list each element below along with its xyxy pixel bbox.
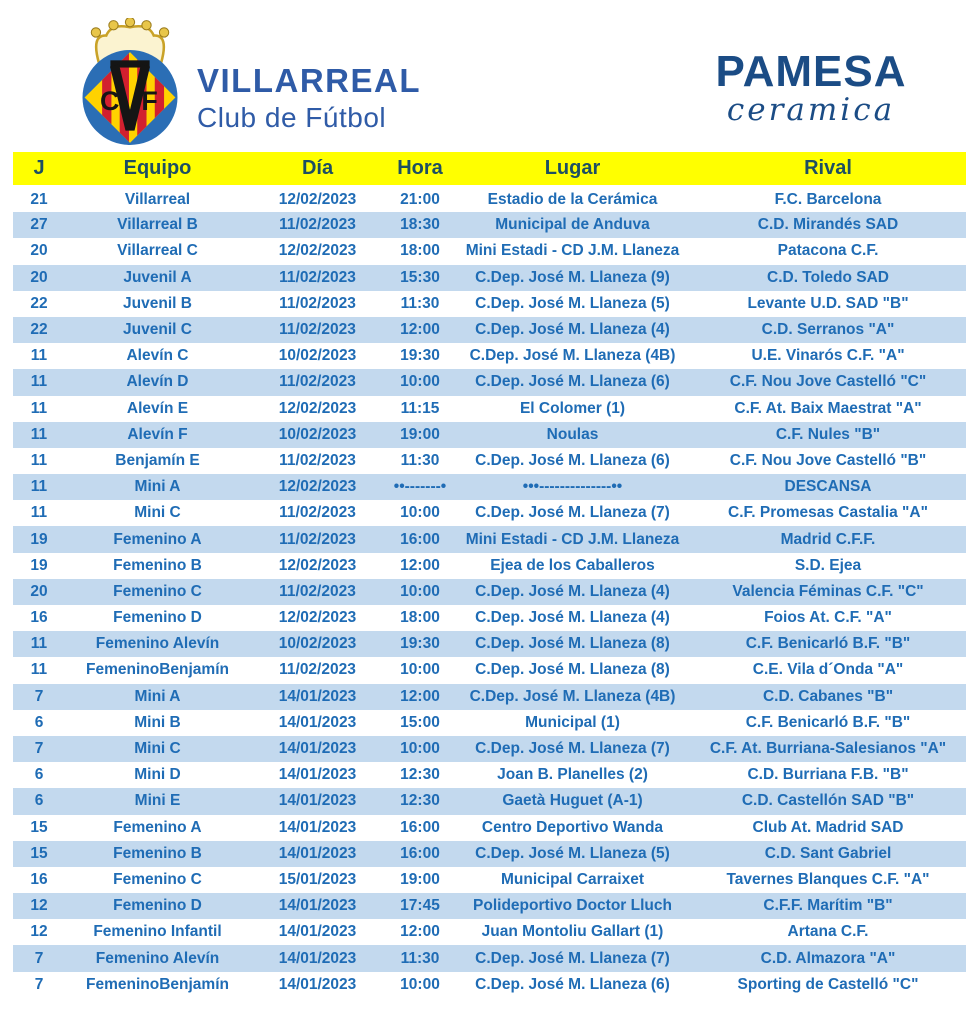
cell-team: Femenino A — [113, 530, 202, 548]
fixture-row — [13, 762, 966, 788]
cell-date: 10/02/2023 — [278, 635, 357, 653]
cell-venue: Centro Deportivo Wanda — [481, 818, 664, 836]
cell-opponent: C.F. Nules "B" — [775, 425, 881, 443]
cell-date: 12/02/2023 — [278, 399, 357, 417]
cell-time: 16:00 — [400, 818, 440, 836]
cell-time: ••-------• — [393, 478, 447, 496]
cell-matchday: 11 — [30, 661, 48, 679]
cell-team: Villarreal — [124, 190, 191, 208]
column-header-j: J — [13, 152, 65, 186]
cell-venue: El Colomer (1) — [519, 399, 626, 417]
cell-time: 11:30 — [400, 949, 440, 967]
pamesa-logo — [688, 47, 934, 128]
cell-venue: C.Dep. José M. Llaneza (6) — [475, 373, 670, 391]
cell-time: 16:00 — [400, 844, 440, 862]
cell-opponent: Club At. Madrid SAD — [752, 818, 904, 836]
cell-time: 10:00 — [400, 740, 440, 758]
fixtures-table-header — [13, 152, 966, 186]
cell-venue: Municipal (1) — [525, 713, 620, 731]
cell-team: Juvenil C — [123, 321, 192, 339]
cell-opponent: C.D. Burriana F.B. "B" — [747, 766, 909, 784]
cell-matchday: 27 — [30, 216, 48, 234]
fixture-row — [13, 893, 966, 919]
cell-matchday: 20 — [30, 268, 48, 286]
cell-matchday: 6 — [34, 713, 44, 731]
cell-team: Alevín F — [127, 425, 188, 443]
cell-venue: Polideportivo Doctor Lluch — [473, 897, 672, 915]
cell-team: Benjamín E — [115, 451, 200, 469]
cell-opponent: C.D. Castellón SAD "B" — [741, 792, 915, 810]
cell-time: 10:00 — [400, 504, 440, 522]
fixture-row — [13, 553, 966, 579]
fixture-row — [13, 788, 966, 814]
cell-matchday: 19 — [30, 556, 48, 574]
cell-venue: C.Dep. José M. Llaneza (4B) — [469, 347, 676, 365]
fixture-row — [13, 369, 966, 395]
fixture-row — [13, 291, 966, 317]
cell-opponent: C.D. Sant Gabriel — [764, 844, 892, 862]
cell-team: Femenino C — [113, 870, 202, 888]
cell-date: 11/02/2023 — [279, 582, 356, 600]
cell-time: 19:30 — [400, 635, 440, 653]
cell-team: FemeninoBenjamín — [86, 661, 229, 679]
fixture-row — [13, 474, 966, 500]
cell-date: 14/01/2023 — [278, 818, 357, 836]
cell-matchday: 7 — [34, 949, 44, 967]
cell-date: 14/01/2023 — [278, 713, 357, 731]
cell-date: 11/02/2023 — [279, 451, 356, 469]
fixture-row — [13, 526, 966, 552]
cell-matchday: 20 — [30, 242, 48, 260]
cell-venue: C.Dep. José M. Llaneza (7) — [475, 949, 670, 967]
cell-date: 15/01/2023 — [278, 870, 357, 888]
cell-matchday: 11 — [30, 635, 48, 653]
cell-opponent: C.F. At. Burriana-Salesianos "A" — [709, 740, 947, 758]
cell-opponent: Levante U.D. SAD "B" — [747, 294, 909, 312]
cell-matchday: 6 — [34, 766, 44, 784]
cell-date: 12/02/2023 — [278, 242, 357, 260]
cell-time: 21:00 — [400, 190, 440, 208]
cell-date: 11/02/2023 — [279, 661, 356, 679]
fixture-row — [13, 684, 966, 710]
cell-time: 17:45 — [400, 897, 440, 915]
fixture-row — [13, 631, 966, 657]
fixture-row — [13, 841, 966, 867]
cell-opponent: C.F. Promesas Castalia "A" — [728, 504, 928, 522]
fixture-row — [13, 500, 966, 526]
pamesa-name: PAMESA — [715, 47, 907, 96]
cell-venue: Mini Estadi - CD J.M. Llaneza — [465, 530, 680, 548]
cell-opponent: C.D. Almazora "A" — [760, 949, 896, 967]
cell-time: 18:00 — [400, 609, 440, 627]
villarreal-crest-icon — [72, 18, 188, 146]
cell-venue: Municipal Carraixet — [501, 870, 644, 888]
cell-venue: Mini Estadi - CD J.M. Llaneza — [465, 242, 680, 260]
cell-matchday: 12 — [30, 923, 48, 941]
cell-date: 12/02/2023 — [278, 478, 357, 496]
cell-matchday: 12 — [30, 897, 48, 915]
cell-date: 14/01/2023 — [278, 949, 357, 967]
cell-time: 15:30 — [400, 268, 440, 286]
cell-date: 11/02/2023 — [279, 216, 356, 234]
cell-team: Villarreal C — [117, 242, 198, 260]
cell-venue: Noulas — [546, 425, 599, 443]
cell-opponent: C.D. Mirandés SAD — [757, 216, 899, 234]
cell-date: 14/01/2023 — [278, 766, 357, 784]
cell-team: Femenino Infantil — [93, 923, 222, 941]
cell-team: Femenino Alevín — [95, 949, 220, 967]
cell-time: 11:30 — [400, 451, 440, 469]
fixture-row — [13, 945, 966, 971]
cell-opponent: Patacona C.F. — [777, 242, 879, 260]
cell-date: 11/02/2023 — [279, 294, 356, 312]
cell-matchday: 7 — [34, 740, 44, 758]
cell-matchday: 20 — [30, 582, 48, 600]
cell-venue: C.Dep. José M. Llaneza (5) — [475, 844, 670, 862]
cell-opponent: C.F. At. Baix Maestrat "A" — [734, 399, 922, 417]
cell-venue: C.Dep. José M. Llaneza (4) — [475, 609, 670, 627]
fixture-row — [13, 396, 966, 422]
crest-letter-c: C — [100, 85, 120, 116]
fixture-row — [13, 736, 966, 762]
cell-team: Mini A — [134, 478, 181, 496]
cell-opponent: Madrid C.F.F. — [780, 530, 876, 548]
cell-opponent: F.C. Barcelona — [774, 190, 882, 208]
cell-team: Juvenil B — [123, 294, 192, 312]
cell-opponent: Tavernes Blanques C.F. "A" — [726, 870, 930, 888]
cell-matchday: 11 — [30, 451, 48, 469]
cell-matchday: 11 — [30, 399, 48, 417]
cell-venue: C.Dep. José M. Llaneza (8) — [475, 661, 670, 679]
fixture-row — [13, 238, 966, 264]
cell-matchday: 11 — [30, 504, 48, 522]
cell-matchday: 11 — [30, 425, 48, 443]
cell-matchday: 11 — [30, 478, 48, 496]
cell-time: 15:00 — [400, 713, 440, 731]
fixture-row — [13, 972, 966, 998]
cell-venue: Estadio de la Cerámica — [487, 190, 658, 208]
column-header-hora: Hora — [385, 152, 455, 186]
cell-team: Mini C — [134, 504, 181, 522]
cell-venue: C.Dep. José M. Llaneza (8) — [475, 635, 670, 653]
fixture-row — [13, 710, 966, 736]
cell-date: 11/02/2023 — [279, 321, 356, 339]
cell-date: 14/01/2023 — [278, 844, 357, 862]
cell-matchday: 7 — [34, 687, 44, 705]
cell-opponent: Foios At. C.F. "A" — [764, 609, 892, 627]
cell-date: 14/01/2023 — [278, 897, 357, 915]
fixture-row — [13, 605, 966, 631]
club-wordmark — [197, 64, 421, 132]
column-header-equipo: Equipo — [65, 152, 250, 186]
cell-time: 10:00 — [400, 661, 440, 679]
cell-date: 11/02/2023 — [279, 268, 356, 286]
cell-venue: Joan B. Planelles (2) — [497, 766, 648, 784]
cell-venue: •••--------------•• — [522, 478, 623, 496]
club-subtitle: Club de Fútbol — [197, 101, 387, 133]
cell-team: Femenino A — [113, 818, 202, 836]
fixture-row — [13, 186, 966, 212]
cell-opponent: Artana C.F. — [787, 923, 869, 941]
cell-time: 12:00 — [400, 687, 440, 705]
cell-opponent: C.D. Toledo SAD — [767, 268, 889, 286]
cell-time: 12:30 — [400, 766, 440, 784]
cell-time: 19:00 — [400, 870, 440, 888]
cell-opponent: C.F. Nou Jove Castelló "C" — [729, 373, 927, 391]
cell-matchday: 7 — [34, 975, 44, 993]
cell-venue: Gaetà Huguet (A-1) — [502, 792, 643, 810]
cell-date: 14/01/2023 — [278, 792, 357, 810]
crest-letter-f: F — [141, 85, 158, 116]
cell-matchday: 21 — [30, 190, 48, 208]
cell-matchday: 15 — [30, 844, 48, 862]
cell-matchday: 6 — [34, 792, 44, 810]
fixture-row — [13, 919, 966, 945]
cell-time: 11:15 — [400, 399, 440, 417]
cell-time: 12:00 — [400, 556, 440, 574]
cell-team: Mini A — [134, 687, 181, 705]
fixture-row — [13, 212, 966, 238]
cell-matchday: 19 — [30, 530, 48, 548]
cell-venue: C.Dep. José M. Llaneza (4) — [475, 582, 670, 600]
fixture-row — [13, 317, 966, 343]
cell-time: 10:00 — [400, 582, 440, 600]
cell-matchday: 16 — [30, 870, 48, 888]
cell-venue: C.Dep. José M. Llaneza (6) — [475, 975, 670, 993]
cell-team: Juvenil A — [123, 268, 192, 286]
fixture-row — [13, 265, 966, 291]
cell-date: 11/02/2023 — [279, 530, 356, 548]
cell-matchday: 16 — [30, 609, 48, 627]
cell-venue: C.Dep. José M. Llaneza (9) — [475, 268, 670, 286]
cell-time: 19:00 — [400, 425, 440, 443]
fixture-row — [13, 657, 966, 683]
cell-date: 12/02/2023 — [278, 609, 357, 627]
cell-venue: C.Dep. José M. Llaneza (7) — [475, 740, 670, 758]
cell-opponent: C.F. Benicarló B.F. "B" — [745, 635, 911, 653]
cell-date: 12/02/2023 — [278, 190, 357, 208]
cell-date: 12/02/2023 — [278, 556, 357, 574]
cell-time: 18:30 — [400, 216, 440, 234]
fixture-row — [13, 448, 966, 474]
cell-opponent: C.F. Nou Jove Castelló "B" — [729, 451, 927, 469]
fixture-row — [13, 867, 966, 893]
cell-venue: C.Dep. José M. Llaneza (4B) — [469, 687, 676, 705]
column-header-rival: Rival — [690, 152, 966, 186]
cell-team: Femenino B — [113, 556, 202, 574]
cell-time: 11:30 — [400, 294, 440, 312]
cell-date: 10/02/2023 — [278, 347, 357, 365]
cell-opponent: S.D. Ejea — [794, 556, 862, 574]
cell-time: 19:30 — [400, 347, 440, 365]
cell-team: FemeninoBenjamín — [86, 975, 229, 993]
fixtures-table-body — [13, 186, 966, 998]
cell-matchday: 11 — [30, 373, 48, 391]
cell-time: 18:00 — [400, 242, 440, 260]
cell-date: 14/01/2023 — [278, 740, 357, 758]
cell-team: Alevín D — [126, 373, 189, 391]
cell-date: 14/01/2023 — [278, 923, 357, 941]
cell-time: 12:00 — [400, 923, 440, 941]
cell-opponent: DESCANSA — [784, 478, 872, 496]
cell-matchday: 11 — [30, 347, 48, 365]
fixture-row — [13, 815, 966, 841]
cell-time: 10:00 — [400, 373, 440, 391]
cell-venue: C.Dep. José M. Llaneza (5) — [475, 294, 670, 312]
cell-team: Femenino D — [113, 897, 202, 915]
cell-opponent: Sporting de Castelló "C" — [737, 975, 919, 993]
fixture-row — [13, 579, 966, 605]
cell-team: Mini B — [134, 713, 181, 731]
cell-time: 16:00 — [400, 530, 440, 548]
column-header-dia: Día — [250, 152, 385, 186]
fixture-row — [13, 343, 966, 369]
cell-date: 11/02/2023 — [279, 504, 356, 522]
cell-opponent: U.E. Vinarós C.F. "A" — [751, 347, 905, 365]
club-name: VILLARREAL — [197, 62, 421, 99]
cell-venue: Juan Montoliu Gallart (1) — [481, 923, 664, 941]
fixture-row — [13, 422, 966, 448]
cell-team: Mini D — [134, 766, 181, 784]
cell-team: Mini E — [134, 792, 181, 810]
cell-team: Femenino D — [113, 609, 202, 627]
cell-matchday: 22 — [30, 294, 48, 312]
cell-opponent: C.D. Cabanes "B" — [762, 687, 894, 705]
cell-time: 10:00 — [400, 975, 440, 993]
cell-venue: C.Dep. José M. Llaneza (4) — [475, 321, 670, 339]
cell-venue: C.Dep. José M. Llaneza (7) — [475, 504, 670, 522]
cell-team: Femenino C — [113, 582, 202, 600]
pamesa-subtitle: ceramica — [726, 92, 896, 128]
cell-opponent: C.E. Vila d´Onda "A" — [752, 661, 904, 679]
cell-venue: Municipal de Anduva — [495, 216, 650, 234]
column-header-lugar: Lugar — [455, 152, 690, 186]
cell-matchday: 22 — [30, 321, 48, 339]
cell-opponent: C.F. Benicarló B.F. "B" — [745, 713, 911, 731]
cell-team: Villarreal B — [117, 216, 198, 234]
cell-date: 10/02/2023 — [278, 425, 357, 443]
cell-date: 14/01/2023 — [278, 975, 357, 993]
cell-time: 12:00 — [400, 321, 440, 339]
cell-venue: C.Dep. José M. Llaneza (6) — [475, 451, 670, 469]
cell-time: 12:30 — [400, 792, 440, 810]
fixtures-table — [13, 152, 966, 998]
cell-team: Alevín E — [126, 399, 189, 417]
cell-opponent: C.D. Serranos "A" — [761, 321, 895, 339]
villarreal-crest-logo — [72, 18, 188, 146]
cell-opponent: C.F.F. Marítim "B" — [763, 897, 893, 915]
cell-team: Alevín C — [126, 347, 189, 365]
cell-team: Femenino B — [113, 844, 202, 862]
cell-team: Mini C — [134, 740, 181, 758]
cell-matchday: 15 — [30, 818, 48, 836]
cell-opponent: Valencia Féminas C.F. "C" — [732, 582, 924, 600]
cell-date: 14/01/2023 — [278, 687, 357, 705]
cell-date: 11/02/2023 — [279, 373, 356, 391]
cell-venue: Ejea de los Caballeros — [490, 556, 655, 574]
cell-team: Femenino Alevín — [95, 635, 220, 653]
